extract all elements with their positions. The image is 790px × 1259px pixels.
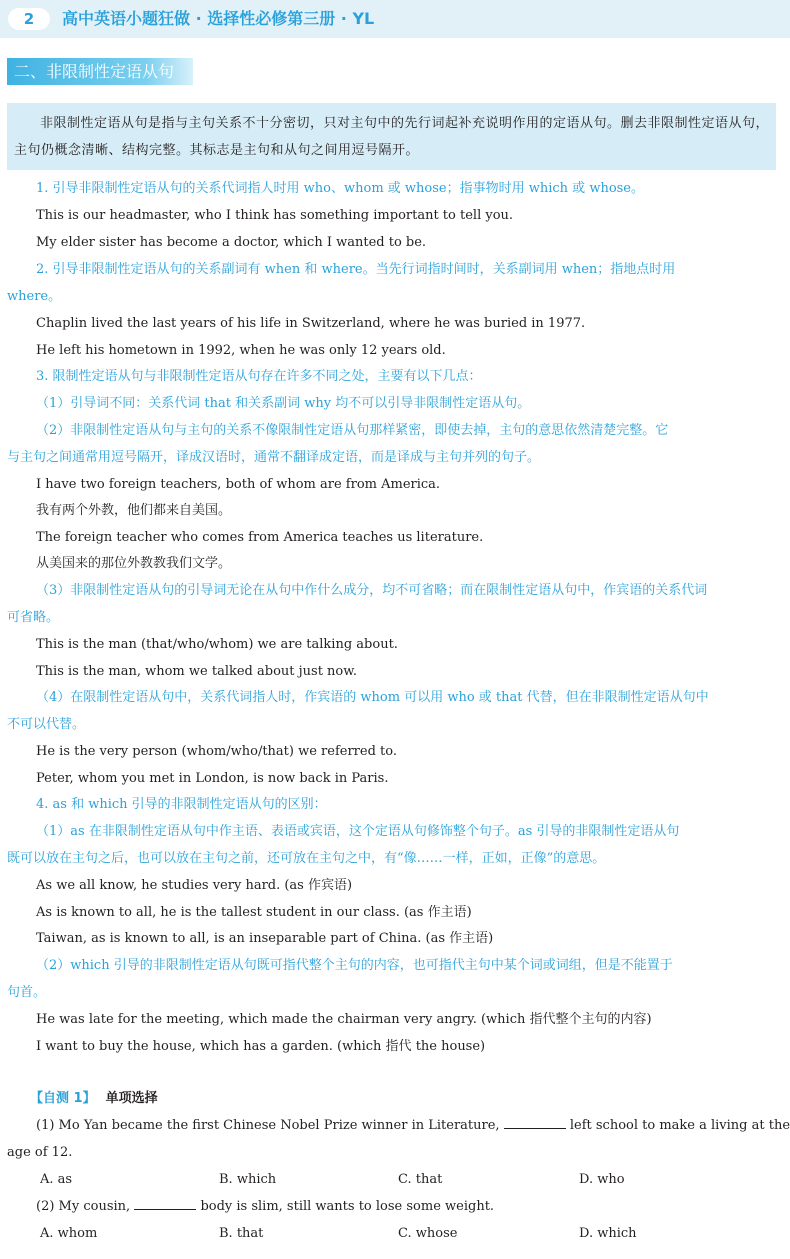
question-2-text-b: body is slim, still wants to lose some weight. xyxy=(200,1199,495,1214)
q2-option-a: A. whom xyxy=(40,1226,98,1241)
rule-2: 2. 引导非限制性定语从句的关系副词有 when 和 where。当先行词指时间时，关系副词用 when；指地点时用 xyxy=(36,262,676,277)
question-2 xyxy=(36,1196,494,1218)
example-line: He left his hometown in 1992, when he was only 12 years old. xyxy=(36,343,446,358)
self-test-tag: 【自测 1】 xyxy=(30,1091,96,1106)
q2-option-c: C. whose xyxy=(398,1226,458,1241)
question-2-text-a: (2) My cousin, xyxy=(36,1199,131,1214)
example-line: Taiwan, as is known to all, is an inseparable part of China. (as 作主语) xyxy=(36,931,494,946)
answer-blank xyxy=(504,1117,566,1129)
question-1-text-a: (1) Mo Yan became the first Chinese Nobel Prize winner in Literature, xyxy=(36,1118,500,1133)
example-line: I want to buy the house, which has a garden. (which 指代 the house) xyxy=(36,1039,486,1054)
q1-option-c: C. that xyxy=(398,1172,443,1187)
rule-4-1-cont: 既可以放在主句之后，也可以放在主句之前，还可放在主句之中，有“像……一样，正如，正像”的意思。 xyxy=(7,851,606,866)
example-line: Chaplin lived the last years of his life in Switzerland, where he was buried in 1977. xyxy=(36,316,586,331)
q1-option-d: D. who xyxy=(579,1172,625,1187)
page-header xyxy=(0,0,790,38)
rule-4-2-cont: 句首。 xyxy=(7,985,47,1000)
example-line: He is the very person (whom/who/that) we referred to. xyxy=(36,744,397,759)
translation-line: 我有两个外教，他们都来自美国。 xyxy=(36,503,232,518)
q2-option-b: B. that xyxy=(219,1226,264,1241)
example-line: My elder sister has become a doctor, which I wanted to be. xyxy=(36,235,427,250)
rule-4-2: （2）which 引导的非限制性定语从句既可指代整个主句的内容，也可指代主句中某个词或词组，但是不能置于 xyxy=(36,958,673,973)
answer-blank xyxy=(134,1198,196,1210)
rule-3-2-cont: 与主句之间通常用逗号隔开，译成汉语时，通常不翻译成定语，而是译成与主句并列的句子。 xyxy=(7,450,541,465)
rule-3-3-cont: 可省略。 xyxy=(7,610,60,625)
rule-4: 4. as 和 which 引导的非限制性定语从句的区别： xyxy=(36,797,327,812)
page-number: 2 xyxy=(8,8,50,30)
example-line: As is known to all, he is the tallest student in our class. (as 作主语) xyxy=(36,905,472,920)
rule-3-2: （2）非限制性定语从句与主句的关系不像限制性定语从句那样紧密，即使去掉，主句的意思依然清楚完整。它 xyxy=(36,423,669,438)
rule-3-3: （3）非限制性定语从句的引导词无论在从句中作什么成分，均不可省略；而在限制性定语从句中，作宾语的关系代词 xyxy=(36,583,708,598)
rule-3-4: （4）在限制性定语从句中，关系代词指人时，作宾语的 whom 可以用 who 或 that 代替，但在非限制性定语从句中 xyxy=(36,690,709,705)
rule-4-1: （1）as 在非限制性定语从句中作主语、表语或宾语，这个定语从句修饰整个句子。as 引导的非限制性定语从句 xyxy=(36,824,680,839)
rule-3: 3. 限制性定语从句与非限制性定语从句存在许多不同之处，主要有以下几点： xyxy=(36,369,482,384)
question-1 xyxy=(36,1115,790,1137)
example-line: I have two foreign teachers, both of whom are from America. xyxy=(36,477,441,492)
rule-3-1: （1）引导词不同：关系代词 that 和关系副词 why 均不可以引导非限制性定语从句。 xyxy=(36,396,531,411)
question-1-cont: age of 12. xyxy=(7,1145,73,1160)
example-line: This is our headmaster, who I think has something important to tell you. xyxy=(36,208,514,223)
example-line: The foreign teacher who comes from America teaches us literature. xyxy=(36,530,484,545)
rule-2-cont: where。 xyxy=(7,289,62,304)
example-line: This is the man (that/who/whom) we are talking about. xyxy=(36,637,398,652)
q1-option-b: B. which xyxy=(219,1172,277,1187)
example-line: Peter, whom you met in London, is now back in Paris. xyxy=(36,771,389,786)
translation-line: 从美国来的那位外教教我们文学。 xyxy=(36,556,232,571)
question-1-text-b: left school to make a living at the xyxy=(569,1118,790,1133)
example-line: This is the man, whom we talked about just now. xyxy=(36,664,357,679)
section-title: 二、非限制性定语从句 xyxy=(7,58,193,85)
intro-text: 非限制性定语从句是指与主句关系不十分密切，只对主句中的先行词起补充说明作用的定语从句。删去非限制性定语从句，主句仍概念清晰、结构完整。其标志是主句和从句之间用逗号隔开。 xyxy=(14,116,770,158)
example-line: As we all know, he studies very hard. (as 作宾语) xyxy=(36,878,353,893)
self-test-title: 单项选择 xyxy=(105,1091,158,1106)
rule-3-4-cont: 不可以代替。 xyxy=(7,717,86,732)
q2-option-d: D. which xyxy=(579,1226,637,1241)
example-line: He was late for the meeting, which made the chairman very angry. (which 指代整个主句的内容) xyxy=(36,1012,652,1027)
rule-1: 1. 引导非限制性定语从句的关系代词指人时用 who、whom 或 whose；指事物时用 which 或 whose。 xyxy=(36,181,645,196)
book-title: 高中英语小题狂做 · 选择性必修第三册 · YL xyxy=(62,9,375,28)
self-test-heading xyxy=(30,1088,158,1110)
q1-option-a: A. as xyxy=(40,1172,73,1187)
